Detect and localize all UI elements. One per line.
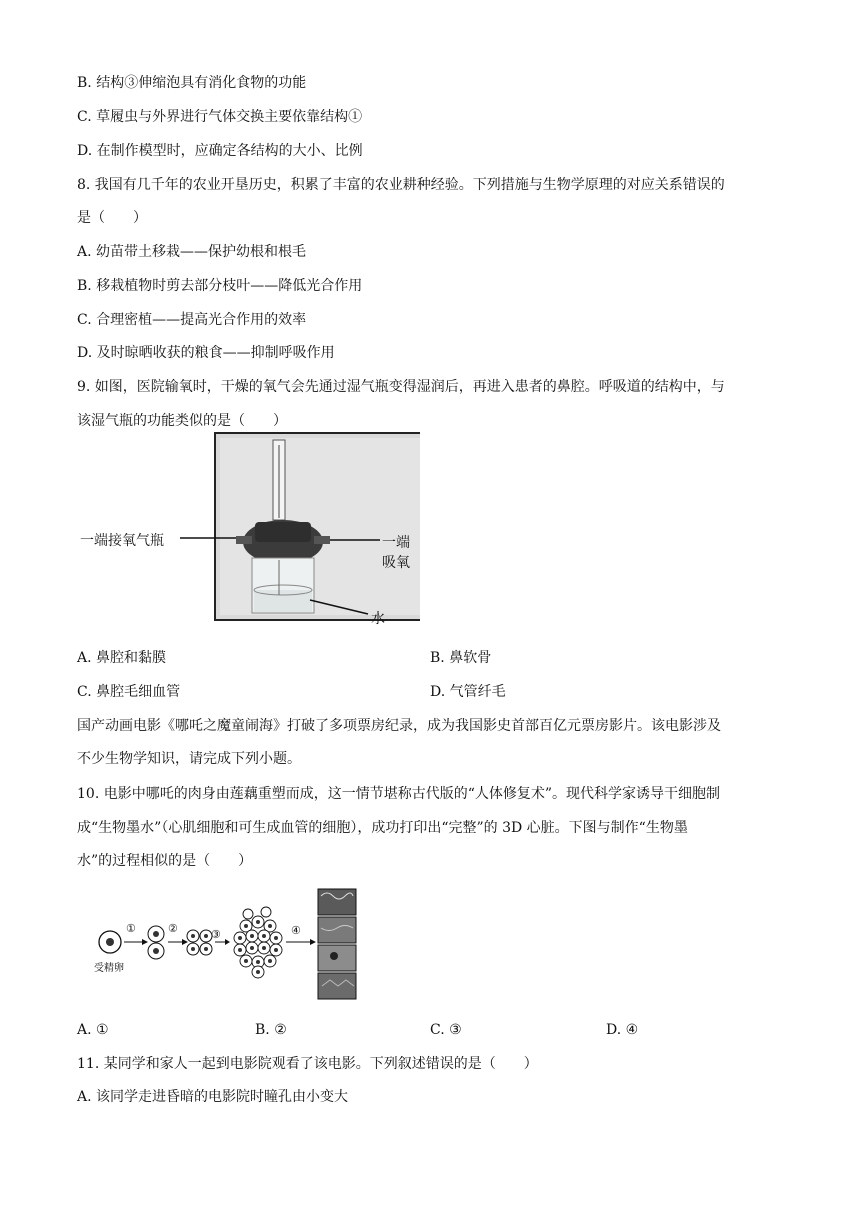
q11-option-a: A. 该同学走进昏暗的电影院时瞳孔由小变大	[77, 1089, 349, 1105]
q8-option-a: A. 幼苗带土移栽——保护幼根和根毛	[77, 244, 307, 260]
bottle-water-label: 水	[371, 611, 385, 627]
step-3-label: ③	[211, 928, 221, 941]
q8-stem-line1: 8. 我国有几千年的农业开垦历史，积累了丰富的农业耕种经验。下列措施与生物学原理的对应关系错误的	[77, 177, 725, 193]
q9-option-a: A. 鼻腔和黏膜	[77, 650, 167, 666]
step-1-label: ①	[126, 922, 136, 935]
q10-stem-line3: 水”的过程相似的是（ ）	[77, 853, 253, 869]
fertilized-egg-label: 受精卵	[94, 963, 124, 974]
cell-process-illustration	[88, 886, 360, 1004]
q7-option-d: D. 在制作模型时，应确定各结构的大小、比例	[77, 143, 363, 159]
q7-option-b: B. 结构③伸缩泡具有消化食物的功能	[77, 75, 307, 91]
q8-stem-line2: 是（ ）	[77, 210, 147, 226]
intro-line1: 国产动画电影《哪吒之魔童闹海》打破了多项票房纪录，成为我国影史首部百亿元票房影片。该电影涉及	[77, 718, 721, 734]
step-2-label: ②	[168, 922, 178, 935]
q8-option-c: C. 合理密植——提高光合作用的效率	[77, 312, 307, 328]
q10-option-c: C. ③	[430, 1022, 462, 1038]
intro-line2: 不少生物学知识，请完成下列小题。	[77, 751, 301, 767]
step-4-label: ④	[291, 924, 301, 937]
q10-option-d: D. ④	[606, 1022, 639, 1038]
q11-stem: 11. 某同学和家人一起到电影院观看了该电影。下列叙述错误的是（ ）	[77, 1056, 538, 1072]
q9-option-d: D. 气管纤毛	[430, 684, 506, 700]
cell-differentiation-figure	[88, 886, 360, 1004]
q8-option-d: D. 及时晾晒收获的粮食——抑制呼吸作用	[77, 345, 335, 361]
humidifier-bottle-figure	[80, 430, 420, 630]
q7-option-c: C. 草履虫与外界进行气体交换主要依靠结构①	[77, 109, 363, 125]
bottle-right-label: 一端吸氧	[382, 535, 410, 571]
q10-option-a: A. ①	[77, 1022, 109, 1038]
bottle-left-label: 一端接氧气瓶	[80, 533, 164, 549]
q8-option-b: B. 移栽植物时剪去部分枝叶——降低光合作用	[77, 278, 363, 294]
q9-stem-line2: 该湿气瓶的功能类似的是（ ）	[77, 413, 287, 429]
q9-option-b: B. 鼻软骨	[430, 650, 492, 666]
q10-stem-line2: 成“生物墨水”（心肌细胞和可生成血管的细胞），成功打印出“完整”的 3D 心脏。下图与制作“生物墨	[77, 820, 688, 836]
q9-option-c: C. 鼻腔毛细血管	[77, 684, 181, 700]
q10-option-b: B. ②	[255, 1022, 287, 1038]
q9-stem-line1: 9. 如图，医院输氧时，干燥的氧气会先通过湿气瓶变得湿润后，再进入患者的鼻腔。呼吸道的结构中，与	[77, 379, 725, 395]
q10-stem-line1: 10. 电影中哪吒的肉身由莲藕重塑而成，这一情节堪称古代版的“人体修复术”。现代科学家诱导干细胞制	[77, 786, 721, 802]
